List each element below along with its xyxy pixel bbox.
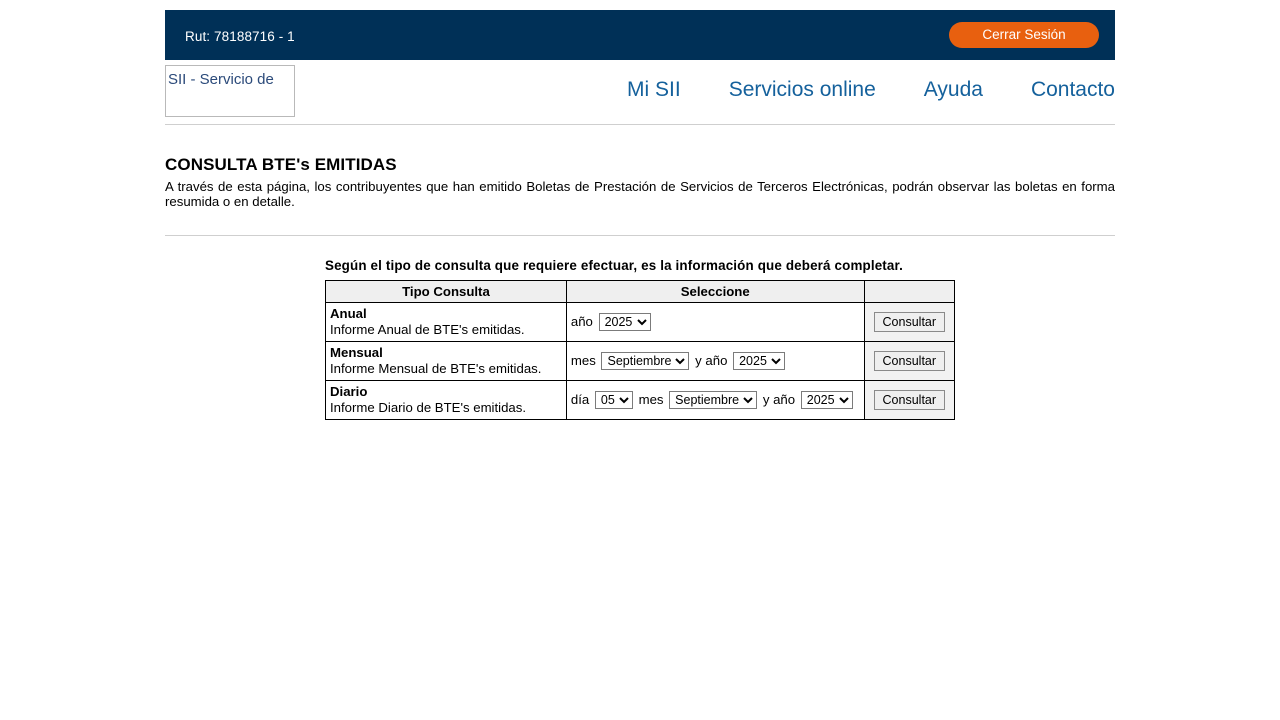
label-mes-diario: mes: [638, 391, 664, 407]
cell-tipo-diario: [326, 380, 567, 419]
table-row-mensual: [326, 341, 955, 380]
sii-logo[interactable]: [165, 65, 295, 117]
tipo-label-mensual: Mensual: [330, 344, 383, 360]
nav-item-contacto[interactable]: Contacto: [1030, 78, 1115, 101]
table-row-diario: [326, 380, 955, 419]
cell-action-anual: [864, 302, 954, 341]
logout-button[interactable]: Cerrar Sesión: [949, 22, 1099, 48]
label-mes-mensual: mes: [570, 352, 596, 368]
cell-seleccione-anual: [566, 302, 864, 341]
header-seleccione: Seleccione: [566, 280, 864, 302]
site-header: [165, 60, 1115, 125]
nav-item-ayuda[interactable]: Ayuda: [923, 78, 983, 101]
consultar-button-anual[interactable]: Consultar: [874, 312, 946, 332]
select-anio-anual[interactable]: [599, 313, 651, 331]
page-description: A través de esta página, los contribuyentes que han emitido Boletas de Prestación de Servicios de Terceros Electrónicas, podrán observar las boletas en forma resumida o en detalle.: [165, 179, 1115, 209]
header-action: [864, 280, 954, 302]
nav-item-mi-sii[interactable]: Mi SII: [627, 78, 681, 101]
tipo-label-diario: Diario: [330, 383, 368, 399]
content-frame: [165, 10, 1115, 420]
cell-tipo-mensual: [326, 341, 567, 380]
label-anio-diario: y año: [762, 391, 796, 407]
main-nav: [627, 78, 1115, 102]
select-mes-mensual[interactable]: [601, 352, 689, 370]
top-bar: [165, 10, 1115, 60]
cell-action-mensual: [864, 341, 954, 380]
select-anio-mensual[interactable]: [733, 352, 785, 370]
consultar-button-diario[interactable]: Consultar: [874, 390, 946, 410]
table-row-anual: [326, 302, 955, 341]
nav-item-servicios-online[interactable]: Servicios online: [728, 78, 876, 101]
instruction-text: Según el tipo de consulta que requiere efectuar, es la información que deberá completar.: [325, 258, 903, 273]
consultar-button-mensual[interactable]: Consultar: [874, 351, 946, 371]
cell-seleccione-mensual: [566, 341, 864, 380]
header-tipo-consulta: Tipo Consulta: [326, 280, 567, 302]
tipo-desc-anual: Informe Anual de BTE's emitidas.: [330, 321, 525, 337]
cell-action-diario: [864, 380, 954, 419]
cell-tipo-anual: [326, 302, 567, 341]
tipo-label-anual: Anual: [330, 305, 367, 321]
label-anio-mensual: y año: [695, 352, 728, 368]
table-header-row: [326, 280, 955, 302]
label-dia-diario: día: [570, 391, 590, 407]
cell-seleccione-diario: [566, 380, 864, 419]
rut-label: Rut: 78188716 - 1: [185, 29, 295, 44]
main-content: [165, 125, 1115, 420]
tipo-desc-mensual: Informe Mensual de BTE's emitidas.: [330, 360, 542, 376]
consulta-table: [325, 280, 955, 420]
select-anio-diario[interactable]: [801, 391, 853, 409]
section-divider: [165, 235, 1115, 236]
select-dia-diario[interactable]: [595, 391, 633, 409]
page-title: CONSULTA BTE's EMITIDAS: [165, 155, 397, 174]
select-mes-diario[interactable]: [669, 391, 757, 409]
tipo-desc-diario: Informe Diario de BTE's emitidas.: [330, 399, 527, 415]
sii-logo-alt-text: SII - Servicio de: [168, 71, 274, 88]
label-anio-anual: año: [570, 313, 593, 329]
